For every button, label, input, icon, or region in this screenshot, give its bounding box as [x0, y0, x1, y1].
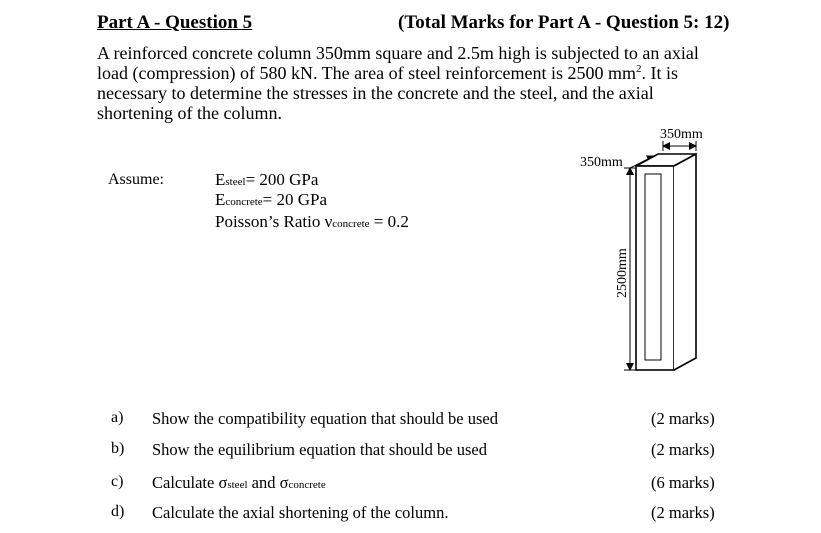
question-c-text: [152, 473, 326, 493]
assume-concrete-modulus: [215, 190, 327, 210]
problem-line-2-text: load (compression) of 580 kN. The area of steel reinforcement is 2500 mm: [97, 63, 637, 83]
question-d-marks: (2 marks): [651, 503, 715, 522]
poisson-subscript: concrete: [332, 218, 370, 230]
problem-line-3: necessary to determine the stresses in the concrete and the steel, and the axial: [97, 83, 654, 103]
nu-symbol: ν: [324, 212, 333, 231]
assume-poisson-ratio: [215, 212, 409, 232]
concrete-subscript: concrete: [225, 196, 263, 208]
problem-line-2: [97, 63, 737, 83]
question-d-letter: d): [111, 503, 125, 520]
question-a-text: Show the compatibility equation that should be used: [152, 409, 498, 428]
concrete-symbol: E: [215, 190, 226, 209]
question-a-letter: a): [111, 409, 124, 426]
question-b-text: Show the equilibrium equation that should be used: [152, 440, 487, 459]
sigma-concrete-subscript: concrete: [288, 479, 326, 491]
problem-line-2-end: . It is: [641, 63, 679, 83]
poisson-prefix: Poisson’s Ratio: [215, 212, 325, 231]
question-c-letter: c): [111, 473, 124, 490]
question-a-marks: (2 marks): [651, 409, 715, 428]
steel-symbol: E: [215, 170, 226, 189]
width-dimension-label: 350mm: [660, 127, 703, 142]
assume-label: Assume:: [108, 171, 164, 188]
question-c-and: and: [247, 473, 280, 492]
question-c-prefix: Calculate: [152, 473, 219, 492]
column-diagram: [560, 120, 740, 380]
sigma-steel-subscript: steel: [227, 479, 248, 491]
steel-subscript: steel: [225, 176, 246, 188]
sigma-steel-symbol: σ: [218, 473, 228, 492]
problem-statement: [97, 43, 737, 123]
question-b-letter: b): [111, 440, 125, 457]
question-title: Part A - Question 5: [97, 12, 253, 33]
steel-value: = 200 GPa: [245, 170, 319, 189]
question-c-marks: (6 marks): [651, 473, 715, 492]
question-b-marks: (2 marks): [651, 440, 715, 459]
assume-steel-modulus: [215, 170, 318, 190]
depth-dimension-label: 350mm: [580, 155, 623, 170]
superscript-2: 2: [636, 63, 642, 75]
problem-line-4: shortening of the column.: [97, 103, 282, 123]
poisson-value: = 0.2: [369, 212, 409, 231]
concrete-value: = 20 GPa: [262, 190, 328, 209]
column-side-face: [674, 154, 696, 370]
height-dimension-label: 2500mm: [615, 248, 630, 298]
problem-line-1: A reinforced concrete column 350mm square and 2.5m high is subjected to an axial: [97, 43, 699, 63]
sigma-concrete-symbol: σ: [279, 473, 289, 492]
question-d-text: Calculate the axial shortening of the column.: [152, 503, 449, 522]
total-marks: (Total Marks for Part A - Question 5: 12): [398, 12, 730, 33]
column-front-face: [636, 166, 674, 370]
